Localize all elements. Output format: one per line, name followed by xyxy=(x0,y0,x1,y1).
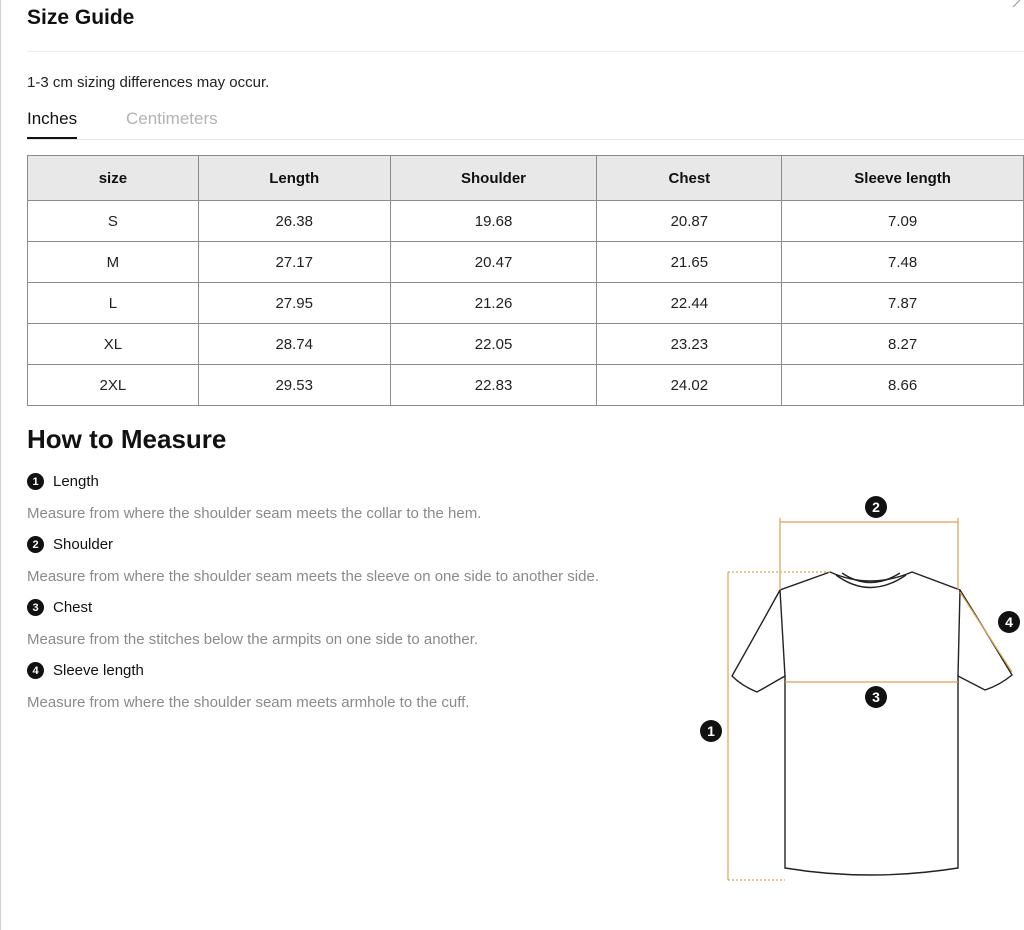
marker-1: 1 xyxy=(707,723,715,739)
size-table xyxy=(27,155,1024,406)
table-header-row xyxy=(28,156,1024,201)
measure-item-sleeve-length xyxy=(27,662,144,679)
table-row xyxy=(28,242,1024,283)
how-to-measure-title: How to Measure xyxy=(27,424,227,454)
header-chest: Chest xyxy=(597,156,782,201)
header-size: size xyxy=(28,156,199,201)
cell-length: 27.17 xyxy=(198,242,390,283)
measure-item-desc: Measure from where the shoulder seam meets the sleeve on one side to another side. xyxy=(27,568,599,585)
cell-chest: 24.02 xyxy=(597,365,782,406)
cell-sleeve-length: 8.27 xyxy=(782,324,1024,365)
cell-size: L xyxy=(28,283,199,324)
cell-size: S xyxy=(28,201,199,242)
marker-3: 3 xyxy=(872,689,880,705)
header-shoulder: Shoulder xyxy=(390,156,597,201)
cell-chest: 22.44 xyxy=(597,283,782,324)
measure-item-desc: Measure from the stitches below the armpits on one side to another. xyxy=(27,631,479,648)
cell-sleeve-length: 8.66 xyxy=(782,365,1024,406)
cell-size: 2XL xyxy=(28,365,199,406)
number-3-icon: 3 xyxy=(27,599,44,616)
cell-length: 29.53 xyxy=(198,365,390,406)
number-2-icon: 2 xyxy=(27,536,44,553)
cell-length: 27.95 xyxy=(198,283,390,324)
cell-chest: 23.23 xyxy=(597,324,782,365)
cell-length: 26.38 xyxy=(198,201,390,242)
cell-sleeve-length: 7.09 xyxy=(782,201,1024,242)
page-title: Size Guide xyxy=(27,6,135,29)
header-sleeve-length: Sleeve length xyxy=(782,156,1024,201)
t-shirt-icon xyxy=(732,572,1012,875)
table-row xyxy=(28,201,1024,242)
measure-item-label: Shoulder xyxy=(53,536,114,553)
measure-item-label: Chest xyxy=(53,599,93,616)
measure-item-shoulder xyxy=(27,536,113,553)
cell-size: M xyxy=(28,242,199,283)
cell-chest: 21.65 xyxy=(597,242,782,283)
tab-centimeters[interactable]: Centimeters xyxy=(126,109,218,128)
number-4-icon: 4 xyxy=(27,662,44,679)
table-row xyxy=(28,365,1024,406)
table-row xyxy=(28,324,1024,365)
cell-chest: 20.87 xyxy=(597,201,782,242)
cell-shoulder: 22.83 xyxy=(390,365,597,406)
diagram-markers xyxy=(700,496,1020,742)
sizing-note: 1-3 cm sizing differences may occur. xyxy=(27,74,270,91)
cell-shoulder: 22.05 xyxy=(390,324,597,365)
marker-2: 2 xyxy=(872,499,880,515)
cell-shoulder: 21.26 xyxy=(390,283,597,324)
measure-item-chest xyxy=(27,599,92,616)
table-row xyxy=(28,283,1024,324)
modal-left-edge xyxy=(0,0,1,930)
modal-header xyxy=(27,0,1024,52)
cell-shoulder: 20.47 xyxy=(390,242,597,283)
cell-shoulder: 19.68 xyxy=(390,201,597,242)
measure-item-label: Length xyxy=(53,473,99,490)
unit-tabs xyxy=(27,106,1024,140)
cell-sleeve-length: 7.87 xyxy=(782,283,1024,324)
marker-4: 4 xyxy=(1005,614,1013,630)
header-length: Length xyxy=(198,156,390,201)
measure-item-length xyxy=(27,473,99,490)
cell-size: XL xyxy=(28,324,199,365)
measure-item-desc: Measure from where the shoulder seam meets the collar to the hem. xyxy=(27,505,482,522)
tab-inches[interactable]: Inches xyxy=(27,109,77,139)
cell-sleeve-length: 7.48 xyxy=(782,242,1024,283)
measure-item-label: Sleeve length xyxy=(53,662,144,679)
measure-item-desc: Measure from where the shoulder seam meets armhole to the cuff. xyxy=(27,694,470,711)
cell-length: 28.74 xyxy=(198,324,390,365)
t-shirt-measure-diagram xyxy=(690,488,1024,888)
number-1-icon: 1 xyxy=(27,473,44,490)
